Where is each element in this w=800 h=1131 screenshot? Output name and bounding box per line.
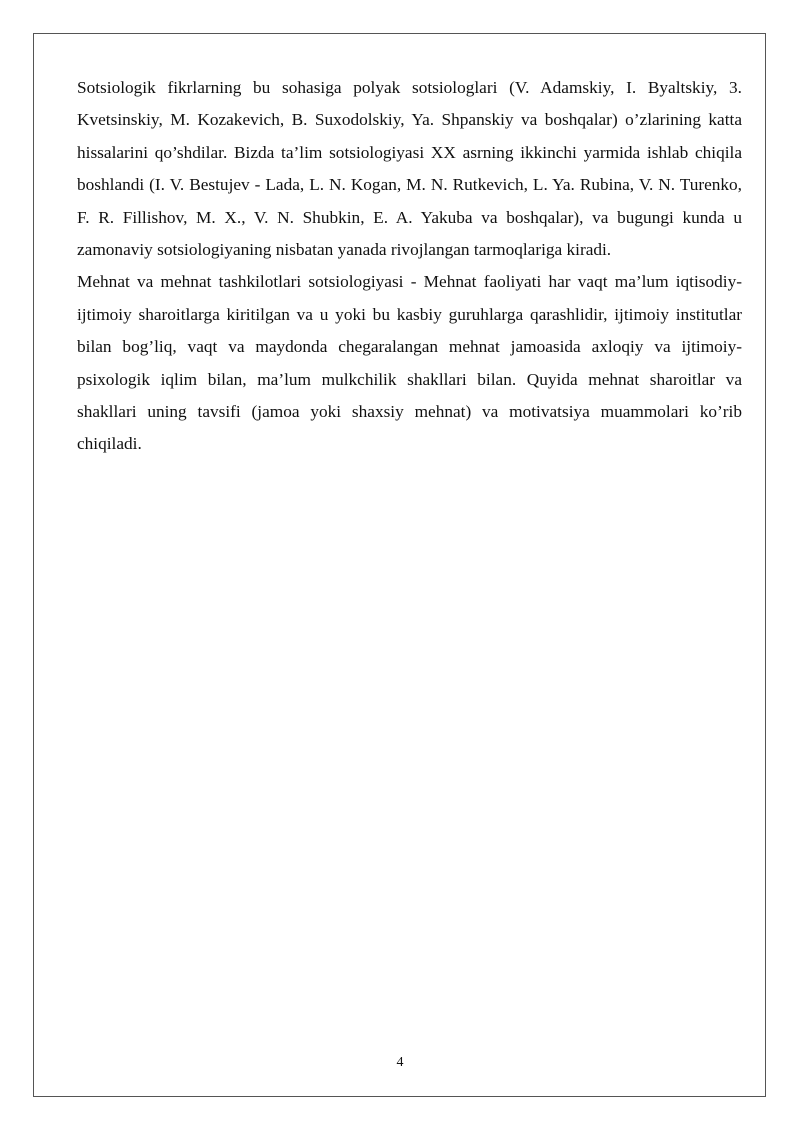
paragraph-sociology-of-labor: Mehnat va mehnat tashkilotlari sotsiologiyasi - Mehnat faoliyati har vaqt ma’lum iqtisodiy-ijtimoiy sharoitlarga kiritilgan va u yoki bu kasbiy guruhlarga qarashlidir, ijtimoiy institutlar bilan bog’liq, vaqt va maydonda chegaralangan mehnat jamoasida axloqiy va ijtimoiy-psixologik iqlim bilan, ma’lum mulkchilik shakllari bilan. Quyida mehnat sharoitlar va shakllari uning tavsifi (jamoa yoki shaxsiy mehnat) va motivatsiya muammolari ko’rib chiqiladi. bbox=[77, 272, 742, 454]
document-body bbox=[77, 72, 742, 461]
page-number: 4 bbox=[396, 1055, 404, 1070]
paragraph-sociology-of-education: Sotsiologik fikrlarning bu sohasiga polyak sotsiologlari (V. Adamskiy, I. Byaltskiy, 3. Kvetsinskiy, M. Kozakevich, B. Suxodolskiy, Ya. Shpanskiy va boshqalar) o’zlarining katta hissalarini qo’shdilar. Bizda ta’lim sotsiologiyasi XX asrning ikkinchi yarmida ishlab chiqila boshlandi (I. V. Bestujev - Lada, L. N. Kogan, M. N. Rutkevich, L. Ya. Rubina, V. N. Turenko, F. R. Fillishov, M. X., V. N. Shubkin, E. A. Yakuba va boshqalar), va bugungi kunda u zamonaviy sotsiologiyaning nisbatan yanada rivojlangan tarmoqlariga kiradi. bbox=[77, 78, 742, 260]
